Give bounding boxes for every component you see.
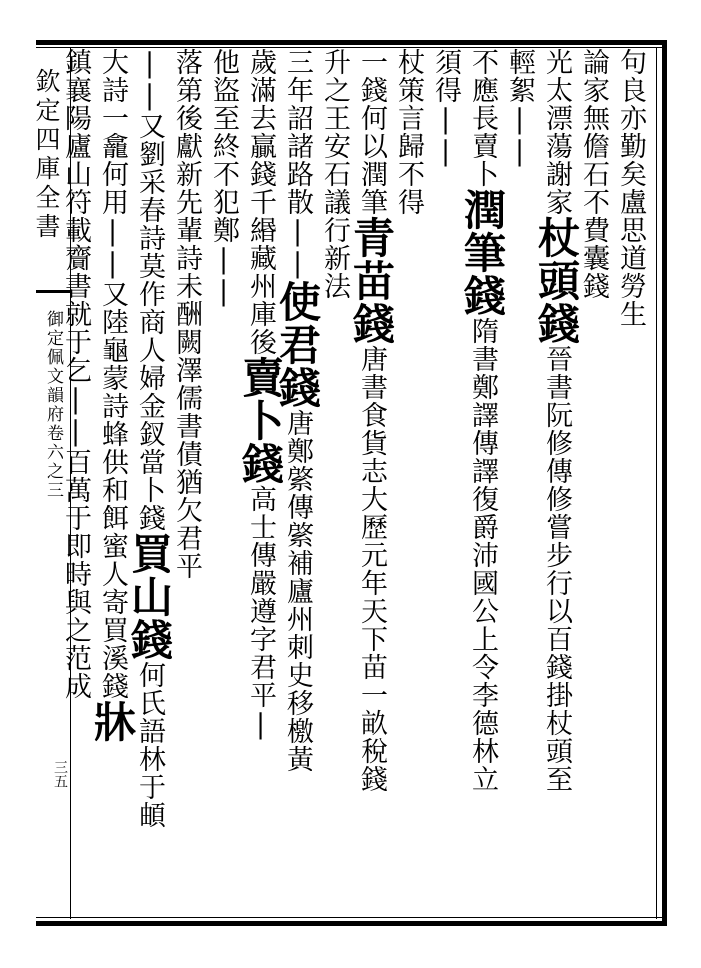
volume-info: 御定佩文韻府卷六之三 (43, 310, 63, 500)
entry-heading: 買山錢 (125, 532, 174, 661)
right-border (662, 40, 667, 926)
text-run: 句良亦勤矣盧思道勞生 (615, 48, 646, 328)
text-column (532, 48, 581, 928)
text-column (612, 48, 648, 928)
entry-heading: 使君錢 (273, 280, 322, 409)
entry-heading: 賣卜錢 (236, 356, 285, 485)
text-run: 何氏語林于頔 (134, 661, 165, 829)
text-column (273, 48, 322, 928)
text-run: 論家無儋石不費囊錢 (578, 48, 609, 300)
text-column (88, 48, 137, 928)
text-run: 唐鄭綮傳綮補廬州刺史移檄黃 (282, 409, 313, 773)
text-run: ||又劉采春詩莫作商人婦金釵當卜錢 (134, 48, 165, 532)
text-column (125, 48, 174, 928)
text-run: 杖策言歸不得 (393, 48, 424, 216)
text-column (458, 48, 507, 928)
text-run: 不應長賣卜 (467, 48, 498, 188)
text-column (168, 48, 204, 928)
text-column (390, 48, 426, 928)
text-column (347, 48, 396, 928)
text-column (501, 48, 537, 928)
text-run: 晉書阮修傳修嘗步行以百錢掛杖頭至 (541, 345, 572, 793)
text-column (236, 48, 285, 928)
entry-heading: 青苗錢 (347, 216, 396, 345)
text-run: 唐書食貨志大歷元年天下苗一畝稅錢 (356, 345, 387, 793)
text-run: 高士傳嚴遵字君平| (245, 485, 276, 741)
text-run: 升之王安石議行新法 (319, 48, 350, 300)
text-column (205, 48, 241, 928)
text-run: 大詩一龕何用||又陸龜蒙詩蜂供和餌蜜人寄買溪錢 (97, 48, 128, 700)
top-border (36, 40, 666, 45)
text-run: 鎮襄陽廬山符載齎書就于乞||百萬于即時與之范成 (60, 48, 91, 700)
text-column (57, 48, 93, 928)
entry-heading: 牀 (88, 700, 137, 743)
entry-heading: 潤筆錢 (458, 188, 507, 317)
text-run: 歲滿去贏錢千緡藏州庫後 (245, 48, 276, 356)
page-number: 三五 (52, 760, 68, 788)
text-column (316, 48, 352, 928)
text-run: 隋書鄭譯傳譯復爵沛國公上令李德林立 (467, 317, 498, 793)
text-run: 須得|| (430, 48, 461, 168)
text-run: 輕絮|| (504, 48, 535, 168)
text-run: 光太漂蕩謝家 (541, 48, 572, 216)
text-run: 一錢何以潤筆 (356, 48, 387, 216)
text-column (427, 48, 463, 928)
entry-heading: 杖頭錢 (532, 216, 581, 345)
text-run: 他盜至終不犯鄭|| (208, 48, 239, 308)
right-border-inner (656, 47, 657, 919)
text-column (575, 48, 611, 928)
book-title: 欽定四庫全書 (32, 68, 61, 242)
text-run: 三年詔諸路散|| (282, 48, 313, 280)
text-run: 落第後獻新先輩詩未酬闕澤儒書債猶欠君平 (171, 48, 202, 580)
